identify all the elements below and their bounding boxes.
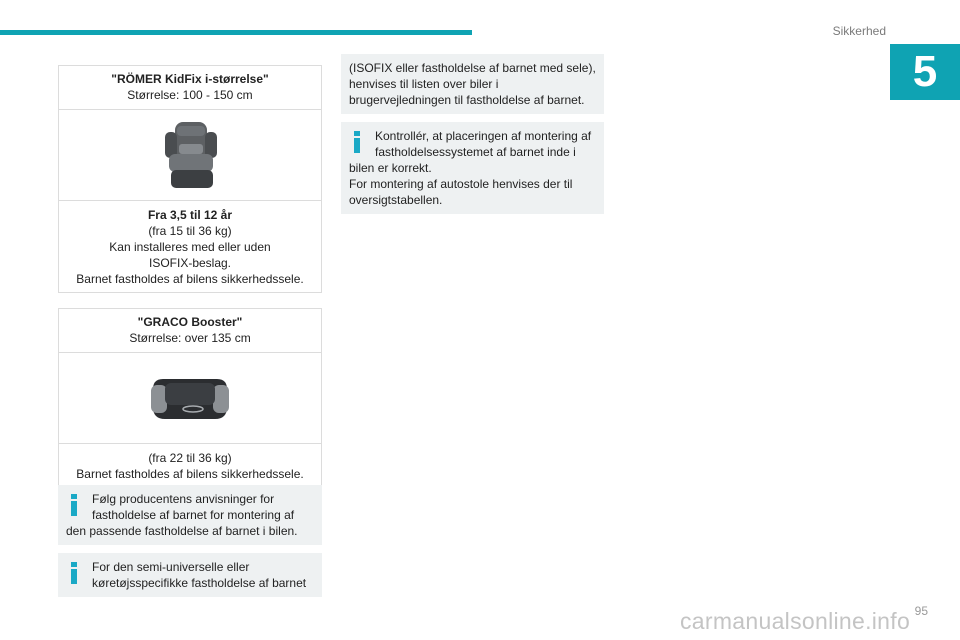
note-text: (ISOFIX eller fastholdelse af barnet med sele), henvises til listen over biler i brugervejledningen til fastholdelse af barnet.	[349, 61, 596, 107]
seat-age: Fra 3,5 til 12 år	[147, 208, 233, 222]
info-note-continuation	[341, 54, 604, 114]
note-line: Følg producentens anvisninger for	[92, 492, 275, 506]
seat-image-cell	[59, 109, 321, 200]
note-line: fastholdelsessystemet af barnet inde i	[375, 145, 576, 159]
info-note	[341, 122, 604, 214]
seat-name: "GRACO Booster"	[137, 315, 243, 329]
note-line: For montering af autostole henvises der til oversigtstabellen.	[349, 177, 573, 207]
seat-header	[59, 66, 321, 109]
note-line: fastholdelse af barnet for montering af	[92, 508, 295, 522]
seat-info-line: Barnet fastholdes af bilens sikkerhedssele.	[76, 467, 304, 481]
seat-table-graco-booster	[58, 308, 322, 488]
info-icon	[354, 131, 360, 153]
seat-info	[59, 200, 321, 292]
seat-info-line: Barnet fastholdes af bilens sikkerhedssele.	[76, 272, 304, 286]
booster-seat-image	[155, 116, 225, 194]
watermark: carmanualsonline.info	[680, 608, 911, 634]
top-accent-bar	[0, 30, 472, 35]
booster-cushion-image	[147, 367, 233, 429]
seat-weight: (fra 15 til 36 kg)	[148, 224, 232, 238]
note-line: Kontrollér, at placeringen af montering af	[375, 129, 592, 143]
section-title: Sikkerhed	[832, 24, 886, 38]
seat-weight: (fra 22 til 36 kg)	[148, 451, 232, 465]
page-number: 95	[914, 604, 928, 618]
info-icon	[71, 494, 77, 516]
seat-name: "RÖMER KidFix i-størrelse"	[111, 72, 269, 86]
info-note	[58, 485, 322, 545]
seat-info-line: Kan installeres med eller uden	[109, 240, 271, 254]
note-line: den passende fastholdelse af barnet i bilen.	[66, 524, 298, 538]
seat-image-cell	[59, 352, 321, 443]
seat-info	[59, 443, 321, 487]
info-note	[58, 553, 322, 597]
seat-size: Størrelse: over 135 cm	[129, 331, 251, 345]
note-line: bilen er korrekt.	[349, 161, 432, 175]
seat-header	[59, 309, 321, 352]
chapter-number-tab: 5	[890, 44, 960, 100]
seat-size: Størrelse: 100 - 150 cm	[127, 88, 253, 102]
seat-table-romer-kidfix	[58, 65, 322, 293]
note-line: For den semi-universelle eller	[92, 560, 250, 574]
note-line: køretøjsspecifikke fastholdelse af barnet	[92, 576, 307, 590]
seat-info-line: ISOFIX-beslag.	[148, 256, 232, 270]
info-icon	[71, 562, 77, 584]
